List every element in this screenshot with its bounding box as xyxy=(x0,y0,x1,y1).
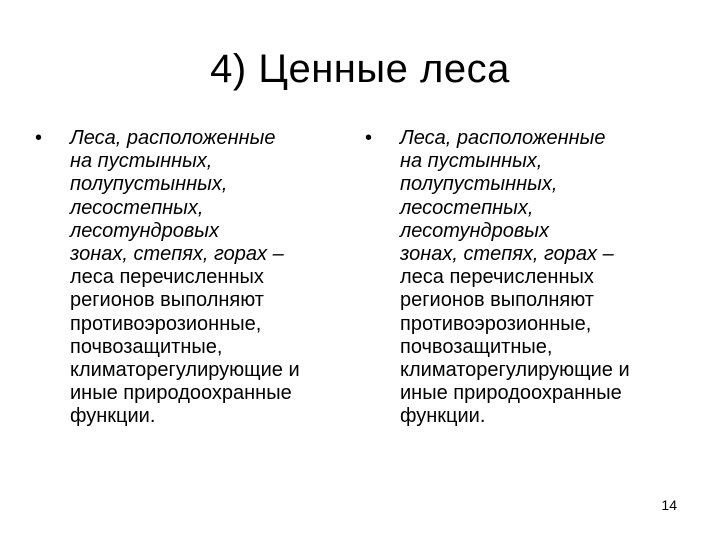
italic-line: зонах, степях, горах – xyxy=(400,243,614,266)
text-line: леса перечисленных xyxy=(70,266,264,289)
text-line: климаторегулирующие и xyxy=(400,359,630,382)
text-line: функции. xyxy=(70,405,156,428)
italic-line: Леса, расположенные xyxy=(70,127,276,149)
bullet-icon: • xyxy=(365,127,373,149)
italic-line: на пустынных, xyxy=(400,150,543,173)
italic-line: лесотундровых xyxy=(400,219,549,242)
italic-line: полупустынных, xyxy=(400,173,558,196)
italic-line: лесостепных, xyxy=(400,196,534,219)
bullet-column-right xyxy=(365,127,685,429)
bullet-text xyxy=(70,127,355,429)
italic-line: зонах, степях, горах – xyxy=(70,243,284,266)
italic-line: лесотундровых xyxy=(70,219,219,242)
page-number: 14 xyxy=(661,497,677,513)
text-line: леса перечисленных xyxy=(400,266,594,289)
bullet-text xyxy=(400,127,685,429)
text-line: противоэрозионные, xyxy=(70,312,262,335)
italic-line: на пустынных, xyxy=(70,150,213,173)
text-line: иные природоохранные xyxy=(400,382,622,405)
text-line: климаторегулирующие и xyxy=(70,359,300,382)
slide-title: 4) Ценные леса xyxy=(210,47,510,91)
italic-line: полупустынных, xyxy=(70,173,228,196)
text-line: функции. xyxy=(400,405,486,428)
bullet-icon: • xyxy=(35,127,43,149)
italic-line: лесостепных, xyxy=(70,196,204,219)
text-line: иные природоохранные xyxy=(70,382,292,405)
text-line: противоэрозионные, xyxy=(400,312,592,335)
italic-line: Леса, расположенные xyxy=(400,127,606,149)
bullet-column-left xyxy=(35,127,355,429)
text-line: почвозащитные, xyxy=(400,335,553,358)
text-line: регионов выполняют xyxy=(70,289,264,312)
text-line: почвозащитные, xyxy=(70,335,223,358)
text-line: регионов выполняют xyxy=(400,289,594,312)
